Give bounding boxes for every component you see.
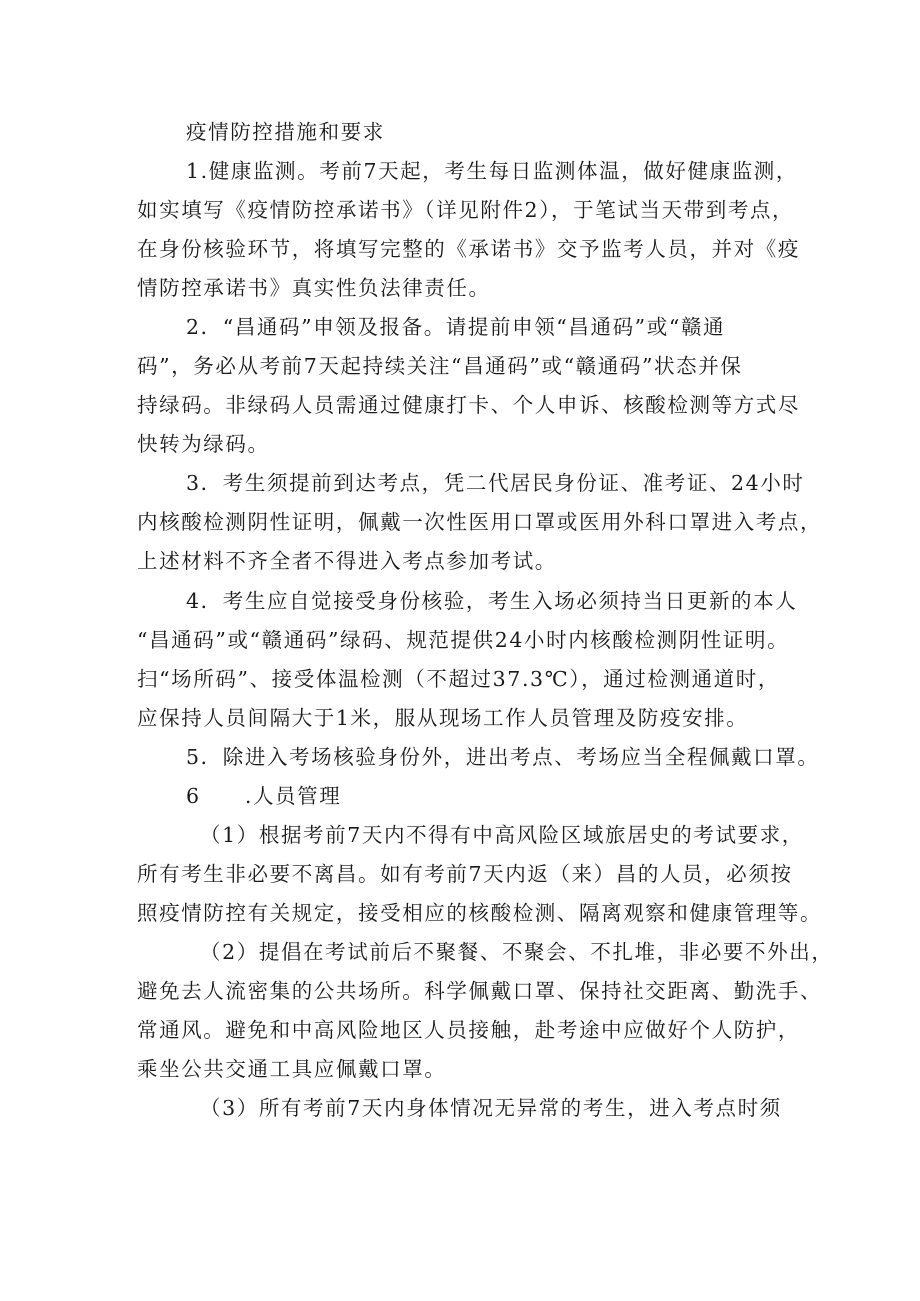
text-line: 情防控承诺书》真实性负法律责任。 bbox=[137, 276, 491, 300]
text-line: 上述材料不齐全者不得进入考点参加考试。 bbox=[137, 549, 557, 573]
text-line: 避免去人流密集的公共场所。科学佩戴口罩、保持社交距离、勤洗手、 bbox=[137, 979, 823, 1003]
text-line: 扫“场所码”、接受体温检测（不超过37.3℃），通过检测通道时， bbox=[137, 667, 780, 691]
text-line: （2）提倡在考试前后不聚餐、不聚会、不扎堆，非必要不外出， bbox=[200, 940, 834, 964]
text-line: 6 .人员管理 bbox=[186, 784, 342, 808]
text-line: 乘坐公共交通工具应佩戴口罩。 bbox=[137, 1057, 447, 1081]
text-line: 4．考生应自觉接受身份核验，考生入场必须持当日更新的本人 bbox=[186, 589, 798, 613]
text-line: 内核酸检测阴性证明，佩戴一次性医用口罩或医用外科口罩进入考点， bbox=[137, 510, 823, 534]
text-line: 所有考生非必要不离昌。如有考前7天内返（来）昌的人员，必须按 bbox=[137, 862, 793, 886]
text-line: 持绿码。非绿码人员需通过健康打卡、个人申诉、核酸检测等方式尽 bbox=[137, 393, 800, 417]
text-line: （1）根据考前7天内不得有中高风险区域旅居史的考试要求， bbox=[200, 823, 804, 847]
text-line: 如实填写《疫情防控承诺书》（详见附件2），于笔试当天带到考点， bbox=[137, 198, 795, 222]
text-line: 3．考生须提前到达考点，凭二代居民身份证、准考证、24小时 bbox=[186, 471, 805, 495]
section-heading: 疫情防控措施和要求 bbox=[186, 120, 385, 144]
text-line: 常通风。避免和中高风险地区人员接触，赴考途中应做好个人防护， bbox=[137, 1018, 800, 1042]
text-line: 码”，务必从考前7天起持续关注“昌通码”或“赣通码”状态并保 bbox=[137, 354, 743, 378]
text-line: 照疫情防控有关规定，接受相应的核酸检测、隔离观察和健康管理等。 bbox=[137, 901, 823, 925]
text-line: 1.健康监测。考前7天起，考生每日监测体温，做好健康监测， bbox=[186, 159, 798, 183]
text-line: 应保持人员间隔大于1米，服从现场工作人员管理及防疫安排。 bbox=[137, 706, 749, 730]
text-line: 在身份核验环节，将填写完整的《承诺书》交予监考人员，并对《疫 bbox=[137, 237, 800, 261]
text-line: 快转为绿码。 bbox=[137, 432, 270, 456]
text-line: 2．“昌通码”申领及报备。请提前申领“昌通码”或“赣通 bbox=[186, 315, 726, 339]
text-line: （3）所有考前7天内身体情况无异常的考生，进入考点时须 bbox=[200, 1096, 782, 1120]
text-line: 5．除进入考场核验身份外，进出考点、考场应当全程佩戴口罩。 bbox=[186, 745, 820, 769]
text-line: “昌通码”或“赣通码”绿码、规范提供24小时内核酸检测阴性证明。 bbox=[137, 628, 790, 652]
